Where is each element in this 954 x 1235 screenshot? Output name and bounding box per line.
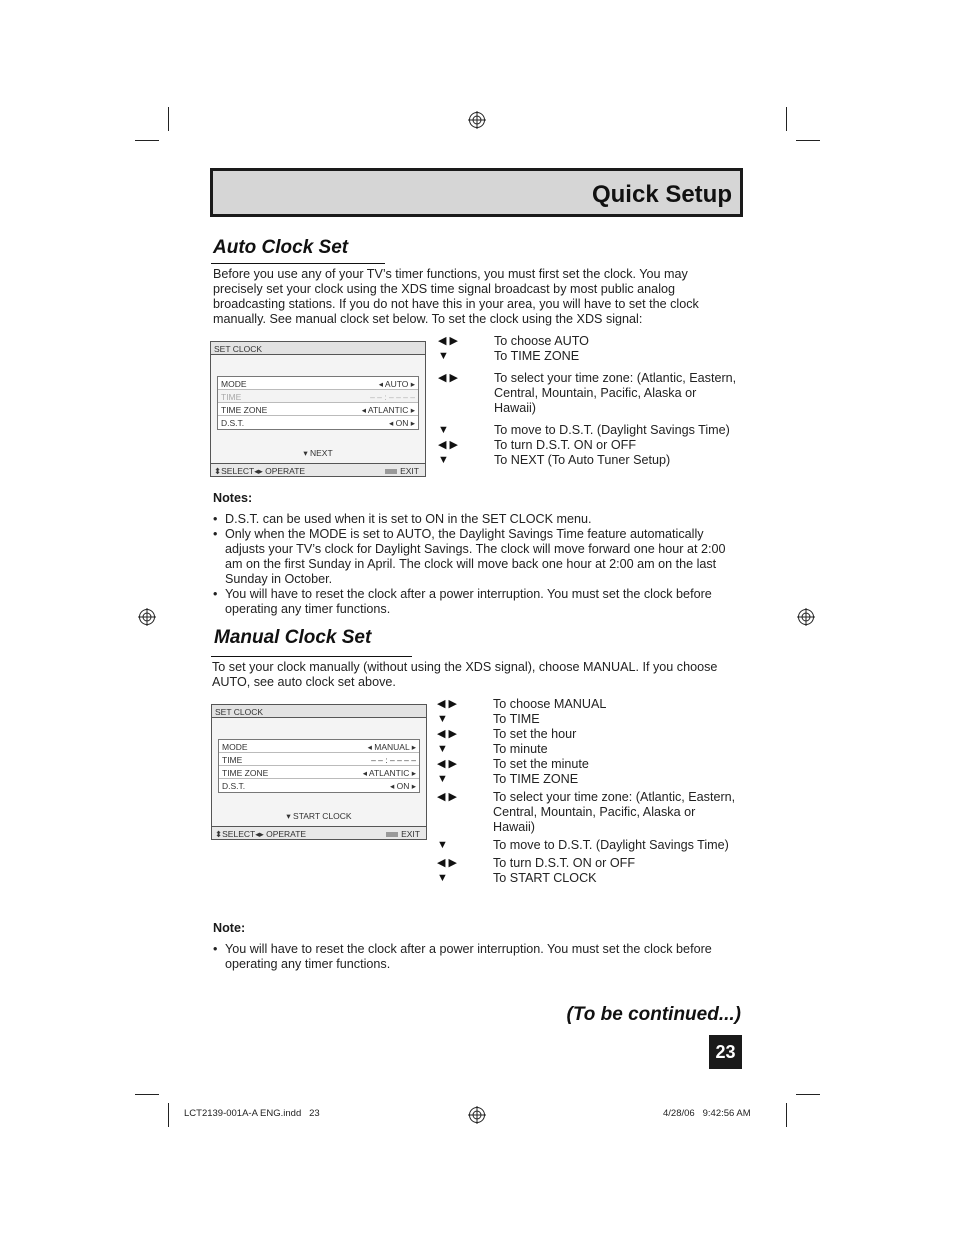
menu-title: SET CLOCK <box>211 342 425 355</box>
arrow-down-icon: ▼ <box>438 454 449 466</box>
step-item <box>437 697 739 712</box>
page-header <box>210 168 743 217</box>
footer-datetime: 4/28/06 9:42:56 AM <box>663 1108 751 1119</box>
step-text: To START CLOCK <box>493 871 597 885</box>
title-underline <box>211 263 385 264</box>
menu-row-label: TIME ZONE <box>222 768 269 778</box>
menu-row-time <box>218 390 418 403</box>
menu-exit-label: EXIT <box>401 829 420 839</box>
arrow-down-icon: ▼ <box>437 872 448 884</box>
menu-row-time[interactable] <box>219 753 419 766</box>
step-text: To turn D.S.T. ON or OFF <box>493 856 636 870</box>
menu-row-label: D.S.T. <box>221 418 245 428</box>
manual-steps <box>437 697 739 886</box>
menu-footer-exit <box>386 829 420 839</box>
menu-footer <box>211 463 425 476</box>
menu-row-label: TIME ZONE <box>221 405 268 415</box>
arrow-left-right-icon: ◀ ▶ <box>437 758 457 770</box>
step-item <box>438 453 738 468</box>
step-item <box>438 349 738 364</box>
step-item <box>438 334 738 349</box>
menu-row-dst[interactable] <box>219 779 419 792</box>
menu-row-label: D.S.T. <box>222 781 246 791</box>
menu-start-clock-item[interactable]: ▾ START CLOCK <box>286 811 352 821</box>
menu-row-mode[interactable] <box>219 740 419 753</box>
crop-mark <box>796 140 820 141</box>
notes-heading: Notes: <box>213 491 253 505</box>
menu-title: SET CLOCK <box>212 705 426 718</box>
menu-next-item[interactable]: ▾ NEXT <box>303 448 333 458</box>
manual-intro-paragraph: To set your clock manually (without using the XDS signal), choose MANUAL. If you choose AUTO, see auto clock set above. <box>212 660 718 689</box>
crop-mark <box>796 1094 820 1095</box>
arrow-down-icon: ▼ <box>438 424 449 436</box>
step-item <box>437 712 739 727</box>
step-text: To TIME ZONE <box>494 349 580 363</box>
step-item <box>438 438 738 453</box>
menu-row-label: MODE <box>221 379 247 389</box>
manual-clock-set-title: Manual Clock Set <box>214 627 372 648</box>
arrow-down-icon: ▼ <box>438 350 449 362</box>
auto-steps <box>438 334 738 468</box>
step-item <box>437 772 739 787</box>
arrow-left-right-icon: ◀ ▶ <box>438 372 458 384</box>
step-item <box>437 838 739 853</box>
arrow-down-icon: ▼ <box>437 743 448 755</box>
menu-row-value: ◂ ATLANTIC ▸ <box>361 405 415 415</box>
list-item: • D.S.T. can be used when it is set to ON in the SET CLOCK menu. <box>213 512 733 527</box>
step-text: To select your time zone: (Atlantic, Eastern, Central, Mountain, Pacific, Alaska or Hawaii) <box>494 371 737 415</box>
menu-row-dst[interactable] <box>218 416 418 429</box>
menu-exit-label: EXIT <box>400 466 419 476</box>
step-item <box>437 742 739 757</box>
step-text: To set the hour <box>493 727 577 741</box>
step-item <box>437 871 739 886</box>
step-item <box>437 727 739 742</box>
arrow-left-right-icon: ◀ ▶ <box>437 698 457 710</box>
step-text: To turn D.S.T. ON or OFF <box>494 438 637 452</box>
menu-row-value: ◂ AUTO ▸ <box>378 379 415 389</box>
crop-mark <box>135 140 159 141</box>
menu-key-icon <box>386 832 398 837</box>
registration-mark-icon <box>468 111 486 129</box>
arrow-left-right-icon: ◀ ▶ <box>437 791 457 803</box>
manual-set-clock-menu <box>211 704 427 840</box>
menu-row-value: ◂ ATLANTIC ▸ <box>362 768 416 778</box>
menu-row-time-zone[interactable] <box>219 766 419 779</box>
step-item <box>438 371 738 416</box>
menu-row-value: – – : – – – – <box>370 392 415 402</box>
auto-clock-set-title: Auto Clock Set <box>213 237 349 258</box>
step-item <box>438 423 738 438</box>
menu-footer-select: ⬍SELECT◂▸ OPERATE <box>215 829 307 839</box>
list-item: • You will have to reset the clock after a power interruption. You must set the clock before operating any timer functions. <box>213 942 733 972</box>
step-text: To move to D.S.T. (Daylight Savings Time) <box>494 423 730 437</box>
crop-mark <box>786 1103 787 1127</box>
arrow-down-icon: ▼ <box>437 773 448 785</box>
step-item <box>437 790 739 835</box>
step-text: To TIME <box>493 712 540 726</box>
step-text: To minute <box>493 742 548 756</box>
registration-mark-icon <box>138 608 156 626</box>
footer-file-name: LCT2139-001A-A ENG.indd 23 <box>184 1108 320 1119</box>
menu-row-label: TIME <box>221 392 242 402</box>
list-item: • You will have to reset the clock after a power interruption. You must set the clock before operating any timer functions. <box>213 587 733 617</box>
auto-set-clock-menu <box>210 341 426 477</box>
menu-row-value: ◂ ON ▸ <box>389 781 416 791</box>
arrow-left-right-icon: ◀ ▶ <box>437 857 457 869</box>
menu-row-time-zone[interactable] <box>218 403 418 416</box>
menu-row-label: MODE <box>222 742 248 752</box>
to-be-continued: (To be continued...) <box>566 1004 741 1025</box>
menu-row-value: ◂ ON ▸ <box>388 418 415 428</box>
step-item <box>437 856 739 871</box>
list-item: • Only when the MODE is set to AUTO, the Daylight Savings Time feature automatically adjusts your TV’s clock for Daylight Savings. The clock will move forward one hour at 2:00 am on the first Sunday in April. The clock will move back one hour at 2:00 am on the last Sunday in October. <box>213 527 733 587</box>
menu-row-value: – – : – – – – <box>371 755 416 765</box>
arrow-down-icon: ▼ <box>437 713 448 725</box>
step-text: To select your time zone: (Atlantic, Eastern, Central, Mountain, Pacific, Alaska or Hawaii) <box>493 790 736 834</box>
menu-rows <box>217 376 419 430</box>
crop-mark <box>168 1103 169 1127</box>
crop-mark <box>168 107 169 131</box>
step-text: To TIME ZONE <box>493 772 579 786</box>
crop-mark <box>135 1094 159 1095</box>
arrow-left-right-icon: ◀ ▶ <box>438 439 458 451</box>
menu-row-label: TIME <box>222 755 243 765</box>
menu-row-mode[interactable] <box>218 377 418 390</box>
step-text: To choose AUTO <box>494 334 589 348</box>
menu-footer <box>212 826 426 839</box>
step-text: To move to D.S.T. (Daylight Savings Time) <box>493 838 729 852</box>
menu-footer-select: ⬍SELECT◂▸ OPERATE <box>214 466 306 476</box>
arrow-left-right-icon: ◀ ▶ <box>438 335 458 347</box>
arrow-down-icon: ▼ <box>437 839 448 851</box>
manual-notes-list <box>213 942 733 972</box>
crop-mark <box>786 107 787 131</box>
menu-key-icon <box>385 469 397 474</box>
step-item <box>437 757 739 772</box>
title-underline <box>211 656 412 657</box>
step-text: To NEXT (To Auto Tuner Setup) <box>494 453 671 467</box>
menu-row-value: ◂ MANUAL ▸ <box>367 742 416 752</box>
note-heading: Note: <box>213 921 246 935</box>
step-text: To choose MANUAL <box>493 697 607 711</box>
auto-notes-list <box>213 512 733 617</box>
menu-rows <box>218 739 420 793</box>
registration-mark-icon <box>468 1106 486 1124</box>
page-number: 23 <box>709 1035 742 1069</box>
auto-intro-paragraph: Before you use any of your TV’s timer functions, you must first set the clock. You may precisely set your clock using the XDS time signal broadcast by most public analog broadcasting stations. If you do not have this in your area, you will have to set the clock manually. See manual clock set below. To set the clock using the XDS signal: <box>213 267 699 326</box>
registration-mark-icon <box>797 608 815 626</box>
page-title: Quick Setup <box>591 181 732 208</box>
step-text: To set the minute <box>493 757 589 771</box>
arrow-left-right-icon: ◀ ▶ <box>437 728 457 740</box>
menu-footer-exit <box>385 466 419 476</box>
